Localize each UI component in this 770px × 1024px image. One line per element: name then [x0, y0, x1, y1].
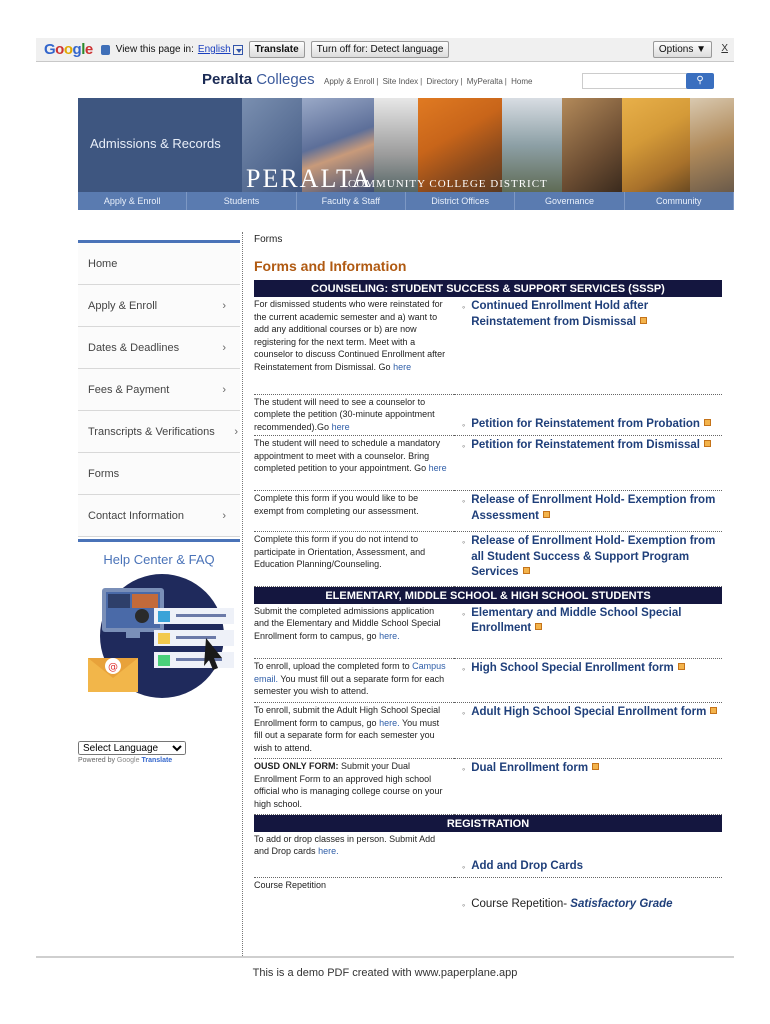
- sidebar-item-dates-deadlines[interactable]: Dates & Deadlines ›: [78, 327, 240, 369]
- here-link[interactable]: here.: [379, 717, 400, 728]
- table-row: Complete this form if you do not intend to participate in Orientation, Assessment, and Education Planning/Counseling. ◦ Release of Enrollment Hold- Exemption from all Student Success & Support Program Services: [254, 532, 722, 587]
- form-link[interactable]: ◦ Adult High School Special Enrollment form: [462, 705, 722, 722]
- util-link-myperalta[interactable]: MyPeralta: [466, 77, 503, 86]
- form-link[interactable]: ◦ High School Special Enrollment form: [462, 661, 722, 678]
- table-row: The student will need to schedule a mandatory appointment to meet with a counselor. Bring completed petition to your appointment. Go here ◦ Petition for Reinstatement from Dismissal: [254, 436, 722, 491]
- google-translate-bar: [36, 38, 734, 62]
- sidebar-item-transcripts[interactable]: Transcripts & Verifications ›: [78, 411, 240, 453]
- chevron-right-icon: ›: [222, 384, 226, 396]
- language-select[interactable]: [78, 741, 186, 755]
- google-logo: Google: [44, 41, 93, 58]
- help-center-link[interactable]: Help Center & FAQ: [103, 552, 215, 567]
- section-title: Admissions & Records: [90, 136, 221, 151]
- here-link[interactable]: here: [331, 421, 350, 432]
- pdf-icon: [704, 440, 711, 447]
- translate-icon: [101, 45, 110, 55]
- pdf-icon: [704, 419, 711, 426]
- form-link[interactable]: ◦ Continued Enrollment Hold after Reinstatement from Dismissal: [462, 300, 649, 328]
- sidebar-item-apply-enroll[interactable]: Apply & Enroll ›: [78, 285, 240, 327]
- sidebar-item-fees-payment[interactable]: Fees & Payment ›: [78, 369, 240, 411]
- chevron-down-icon[interactable]: [233, 45, 243, 55]
- sidebar: [78, 240, 240, 567]
- google-small-logo: Google: [116, 757, 140, 764]
- header-banner: [78, 98, 734, 192]
- table-row: Course Repetition ◦ Course Repetition- Satisfactory Grade: [254, 878, 722, 928]
- search-input[interactable]: [582, 73, 688, 89]
- form-link[interactable]: ◦ Petition for Reinstatement from Probation: [462, 417, 722, 434]
- form-link[interactable]: ◦ Dual Enrollment form: [462, 761, 722, 778]
- table-row: For dismissed students who were reinstated for the current academic semester and a) want to add any additional courses or b) are now registering for the next term. Meet with a counselor to discuss Continued Enrollment after Reinstatement from Dismissal. Go here ◦ Continued Enrollment Hold after Reinstatement from Dismissal: [254, 297, 722, 394]
- peralta-logo[interactable]: Peralta Colleges: [202, 71, 315, 88]
- form-link[interactable]: ◦ Course Repetition- Satisfactory Grade: [462, 898, 673, 911]
- chevron-right-icon: ›: [222, 342, 226, 354]
- footer-text: This is a demo PDF created with www.paperplane.app: [252, 967, 518, 979]
- nav-community[interactable]: Community: [625, 192, 734, 210]
- pdf-icon: [543, 511, 550, 518]
- page-title: Forms and Information: [254, 258, 407, 274]
- main-content: [254, 234, 722, 928]
- help-center-illustration[interactable]: [82, 566, 238, 706]
- breadcrumb: Forms: [254, 234, 283, 245]
- form-link[interactable]: ◦ Add and Drop Cards: [462, 859, 584, 872]
- pdf-icon: [710, 707, 717, 714]
- language-widget: [78, 738, 186, 764]
- options-button[interactable]: Options ▼: [653, 41, 712, 58]
- util-link-directory[interactable]: Directory: [426, 77, 459, 86]
- table-row: Submit the completed admissions application and the Elementary and Middle School Special Enrollment form to campus, go here. ◦ Elementary and Middle School Special Enrollment: [254, 604, 722, 659]
- table-row: To add or drop classes in person. Submit Add and Drop cards here. ◦ Add and Drop Cards: [254, 832, 722, 878]
- section-header-registration: REGISTRATION: [254, 815, 722, 832]
- chevron-right-icon: ›: [222, 510, 226, 522]
- utility-links: Apply & Enroll | Site Index | Directory | MyPeralta | Home: [324, 77, 533, 86]
- main-nav: [78, 192, 734, 210]
- table-row: To enroll, upload the completed form to Campus email. You must fill out a separate form for each semester you wish to attend. ◦ High School Special Enrollment form: [254, 659, 722, 703]
- powered-by-text: Powered by Google Translate: [78, 757, 173, 764]
- form-link[interactable]: ◦ Release of Enrollment Hold- Exemption from all Student Success & Support Program Services: [462, 535, 716, 579]
- sidebar-item-home[interactable]: Home: [78, 243, 240, 285]
- util-link-home[interactable]: Home: [511, 77, 533, 86]
- view-page-label: View this page in:: [115, 44, 194, 55]
- utility-bar: [36, 68, 734, 90]
- district-wordmark: COMMUNITY COLLEGE DISTRICT: [348, 178, 548, 190]
- page-edge: [36, 956, 734, 958]
- search-icon: ⚲: [696, 75, 704, 86]
- building-photo-3: [690, 98, 734, 192]
- campus-email-link[interactable]: Campus email.: [254, 661, 446, 684]
- nav-faculty-staff[interactable]: Faculty & Staff: [297, 192, 406, 210]
- form-link[interactable]: ◦ Release of Enrollment Hold- Exemption from Assessment: [462, 494, 716, 522]
- svg-text:@: @: [108, 662, 118, 673]
- form-link[interactable]: ◦ Elementary and Middle School Special Enrollment: [462, 606, 682, 635]
- nav-students[interactable]: Students: [187, 192, 296, 210]
- table-row: The student will need to see a counselor to complete the petition (30-minute appointment recommended).Go here ◦ Petition for Reinstatement from Probation: [254, 394, 722, 436]
- section-header-k12: ELEMENTARY, MIDDLE SCHOOL & HIGH SCHOOL STUDENTS: [254, 587, 722, 604]
- table-row: To enroll, submit the Adult High School Special Enrollment form to campus, go here. You must fill out a separate form for each semester you wish to attend. ◦ Adult High School Special Enrollment form: [254, 703, 722, 759]
- pdf-icon: [535, 623, 542, 630]
- student-photo-5: [622, 98, 690, 192]
- chevron-right-icon: ›: [222, 300, 226, 312]
- form-link[interactable]: ◦ Petition for Reinstatement from Dismissal: [462, 438, 722, 455]
- table-row: Complete this form if you would like to be exempt from completing our assessment. ◦ Release of Enrollment Hold- Exemption from Assessment: [254, 491, 722, 532]
- here-link[interactable]: here.: [318, 846, 339, 857]
- translate-button[interactable]: Translate: [249, 41, 305, 58]
- nav-apply-enroll[interactable]: Apply & Enroll: [78, 192, 187, 210]
- chevron-right-icon: ›: [234, 426, 238, 438]
- turn-off-button[interactable]: Turn off for: Detect language: [311, 41, 450, 58]
- here-link[interactable]: here: [428, 463, 447, 474]
- pdf-icon: [592, 763, 599, 770]
- section-header-counseling: COUNSELING: STUDENT SUCCESS & SUPPORT SERVICES (SSSP): [254, 280, 722, 297]
- util-link-apply[interactable]: Apply & Enroll: [324, 77, 375, 86]
- sidebar-item-forms[interactable]: Forms: [78, 453, 240, 495]
- here-link[interactable]: here.: [379, 630, 400, 641]
- student-photo-4: [562, 98, 622, 192]
- nav-governance[interactable]: Governance: [515, 192, 624, 210]
- page-frame: [36, 62, 734, 956]
- pdf-icon: [640, 317, 647, 324]
- close-icon[interactable]: X: [721, 43, 728, 54]
- forms-table: [254, 280, 722, 928]
- table-row: OUSD ONLY FORM: Submit your Dual Enrollment Form to an approved high school official who is managing college course on your high school. ◦ Dual Enrollment form: [254, 759, 722, 815]
- here-link[interactable]: here: [393, 361, 412, 372]
- pdf-icon: [523, 567, 530, 574]
- sidebar-item-contact[interactable]: Contact Information ›: [78, 495, 240, 537]
- util-link-site-index[interactable]: Site Index: [382, 77, 419, 86]
- column-divider: [242, 232, 243, 956]
- peralta-wordmark: PERALTA: [246, 164, 373, 192]
- search-button[interactable]: [686, 73, 714, 89]
- language-link[interactable]: English: [197, 44, 231, 55]
- nav-district-offices[interactable]: District Offices: [406, 192, 515, 210]
- pdf-icon: [678, 663, 685, 670]
